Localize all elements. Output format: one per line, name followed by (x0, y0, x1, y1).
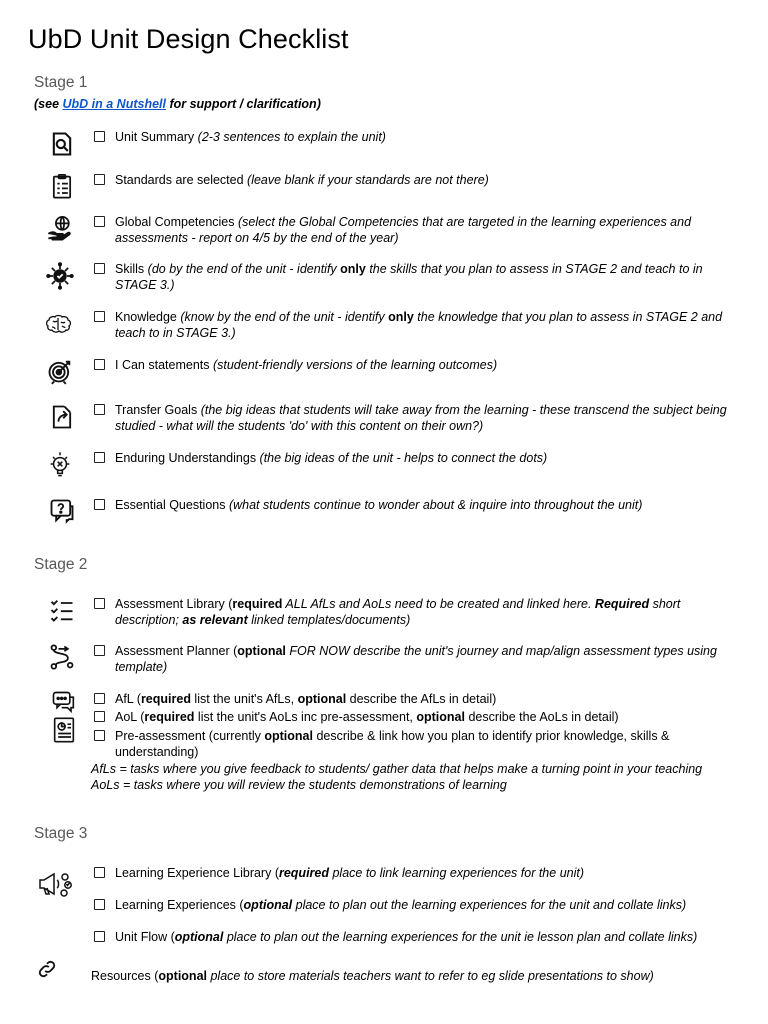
checkbox[interactable] (94, 867, 105, 878)
text-segment: optional (158, 969, 207, 983)
text-segment: short description; (115, 597, 681, 627)
checkbox[interactable] (94, 598, 105, 609)
checklist-item-transfer-goals (94, 402, 740, 434)
lightbulb-icon (46, 450, 74, 478)
text-segment: only (388, 310, 414, 324)
link-icon (36, 958, 58, 980)
resources-line (91, 968, 654, 984)
checkbox[interactable] (94, 452, 105, 463)
search-document-icon (48, 130, 76, 158)
checklist-item-i-can (94, 357, 740, 373)
text-segment: describe & link how you plan to identify prior knowledge, skills & understanding) (115, 729, 670, 759)
checklist-item-enduring-understandings (94, 450, 740, 466)
text-segment: AoL ( (115, 710, 145, 724)
megaphone-icon (38, 868, 74, 900)
checklist-item-le-library (94, 865, 740, 881)
target-icon (46, 357, 74, 385)
support-note (34, 97, 321, 111)
text-segment: (know by the end of the unit - identify (180, 310, 389, 324)
text-segment: Assessment Planner ( (115, 644, 238, 658)
item-text (94, 596, 740, 628)
text-segment: list the unit's AfLs, (190, 692, 298, 706)
item-text (94, 402, 740, 434)
text-segment: (the big ideas that students will take away from the learning - these transcend the subject being studied - what will the students 'do' with this content on their own?) (115, 403, 727, 433)
item-text (94, 129, 740, 145)
checkbox[interactable] (94, 711, 105, 722)
text-segment: optional (297, 692, 347, 706)
text-segment: describe the AoLs in detail) (464, 710, 619, 724)
text-segment: Pre-assessment (currently (115, 729, 265, 743)
checkbox[interactable] (94, 404, 105, 415)
stage-2-heading: Stage 2 (34, 556, 88, 573)
text-segment: place to plan out the learning experiences for the unit and collate links) (292, 898, 687, 912)
text-segment: ALL AfLs and AoLs need to be created and linked here. (282, 597, 595, 611)
item-text (94, 497, 740, 513)
checklist-item-knowledge (94, 309, 740, 341)
text-segment: Learning Experiences ( (115, 898, 244, 912)
text-segment: Skills (115, 262, 148, 276)
stage-1-heading: Stage 1 (34, 74, 88, 91)
text-segment: as relevant (182, 613, 248, 627)
item-text (94, 450, 740, 466)
text-segment: Global Competencies (115, 215, 238, 229)
item-text (94, 172, 740, 188)
item-text (94, 309, 740, 341)
text-segment: optional (416, 710, 465, 724)
feedback-chat-icon (50, 689, 78, 717)
globe-hand-icon (46, 214, 74, 242)
checkbox[interactable] (94, 263, 105, 274)
checkbox[interactable] (94, 693, 105, 704)
checklist-item-assessment-planner (94, 643, 740, 675)
page-title: UbD Unit Design Checklist (28, 24, 349, 54)
checklist-item-unit-flow (94, 929, 740, 945)
checkbox[interactable] (94, 359, 105, 370)
checklist-item-skills (94, 261, 740, 293)
stage-3-heading: Stage 3 (34, 825, 88, 842)
text-segment: Standards are selected (115, 173, 248, 187)
checklist-item-global-competencies (94, 214, 740, 246)
text-segment: list the unit's AoLs inc pre-assessment, (194, 710, 417, 724)
text-segment: the knowledge that you plan to assess in STAGE 2 and teach to in STAGE 3.) (115, 310, 723, 340)
item-text (94, 214, 740, 246)
text-segment: I Can statements (115, 358, 213, 372)
text-segment: Enduring Understandings (115, 451, 260, 465)
text-segment: AfL ( (115, 692, 141, 706)
checkbox[interactable] (94, 499, 105, 510)
text-segment: required (140, 692, 191, 706)
text-segment: Unit Flow ( (115, 930, 175, 944)
item-text (94, 929, 740, 945)
aol-definition: AoLs = tasks where you will review the students demonstrations of learning (91, 778, 507, 792)
route-icon (48, 643, 76, 671)
text-segment: Transfer Goals (115, 403, 201, 417)
checklist-item-aol (94, 709, 740, 725)
text-segment: optional (243, 898, 293, 912)
checklist-item-unit-summary (94, 129, 740, 145)
item-text (94, 728, 740, 760)
transfer-document-icon (48, 403, 76, 431)
text-segment: Essential Questions (115, 498, 229, 512)
text-segment: optional (174, 930, 224, 944)
checkbox[interactable] (94, 730, 105, 741)
text-segment: place to link learning experiences for the unit) (329, 866, 585, 880)
checklist-item-learning-experiences (94, 897, 740, 913)
brain-icon (44, 310, 72, 338)
text-segment: required (278, 866, 329, 880)
text-segment: (leave blank if your standards are not there) (247, 173, 489, 187)
text-segment: only (340, 262, 366, 276)
text-segment: optional (264, 729, 313, 743)
text-segment: (do by the end of the unit - identify (147, 262, 341, 276)
text-segment: required (144, 710, 195, 724)
checkbox[interactable] (94, 131, 105, 142)
checkbox[interactable] (94, 899, 105, 910)
clipboard-list-icon (48, 172, 76, 200)
checklist-item-pre-assessment (94, 728, 740, 760)
text-segment: Knowledge (115, 310, 181, 324)
text-segment: (student-friendly versions of the learning outcomes) (212, 358, 498, 372)
text-segment: (what students continue to wonder about & inquire into throughout the unit) (228, 498, 643, 512)
question-chat-icon (48, 497, 76, 525)
gear-check-icon (46, 262, 74, 290)
item-text (94, 709, 740, 725)
item-text (94, 691, 740, 707)
item-text (94, 865, 740, 881)
text-segment: linked templates/documents) (247, 613, 411, 627)
text-segment: Assessment Library ( (115, 597, 233, 611)
text-segment: (select the Global Competencies that are targeted in the learning experiences and assessments - report on 4/5 by the end of the year) (115, 215, 692, 245)
text-segment: describe the AfLs in detail) (346, 692, 497, 706)
text-segment: (2-3 sentences to explain the unit) (197, 130, 386, 144)
text-segment: required (232, 597, 283, 611)
item-text (94, 897, 740, 913)
checkbox[interactable] (94, 931, 105, 942)
ubd-nutshell-link[interactable]: UbD in a Nutshell (62, 97, 166, 111)
afl-definition: AfLs = tasks where you give feedback to students/ gather data that helps make a turning point in your teaching (91, 762, 703, 776)
text-segment: Learning Experience Library ( (115, 866, 279, 880)
checklist-item-assessment-library (94, 596, 740, 628)
text-segment: FOR NOW describe the unit's journey and map/align assessment types using template) (115, 644, 717, 674)
text-segment: place to plan out the learning experiences for the unit ie lesson plan and collate links) (223, 930, 698, 944)
text-segment: optional (237, 644, 286, 658)
item-text (94, 643, 740, 675)
checkbox[interactable] (94, 216, 105, 227)
text-segment: place to store materials teachers want to refer to eg slide presentations to show) (207, 969, 654, 983)
text-segment: Resources ( (91, 969, 159, 983)
support-note-suffix: for support / clarification) (165, 97, 321, 111)
item-text (94, 357, 740, 373)
text-segment: (the big ideas of the unit - helps to connect the dots) (259, 451, 548, 465)
text-segment: Required (594, 597, 650, 611)
checklist-icon (48, 596, 76, 624)
checklist-item-essential-questions (94, 497, 740, 513)
item-text (94, 261, 740, 293)
checklist-item-standards (94, 172, 740, 188)
checkbox[interactable] (94, 174, 105, 185)
checklist-item-afl (94, 691, 740, 707)
text-segment: Unit Summary (115, 130, 198, 144)
checkbox[interactable] (94, 311, 105, 322)
checkbox[interactable] (94, 645, 105, 656)
text-segment: the skills that you plan to assess in STAGE 2 and teach to in STAGE 3.) (115, 262, 703, 292)
support-note-prefix: (see (34, 97, 63, 111)
report-document-icon (50, 716, 78, 744)
